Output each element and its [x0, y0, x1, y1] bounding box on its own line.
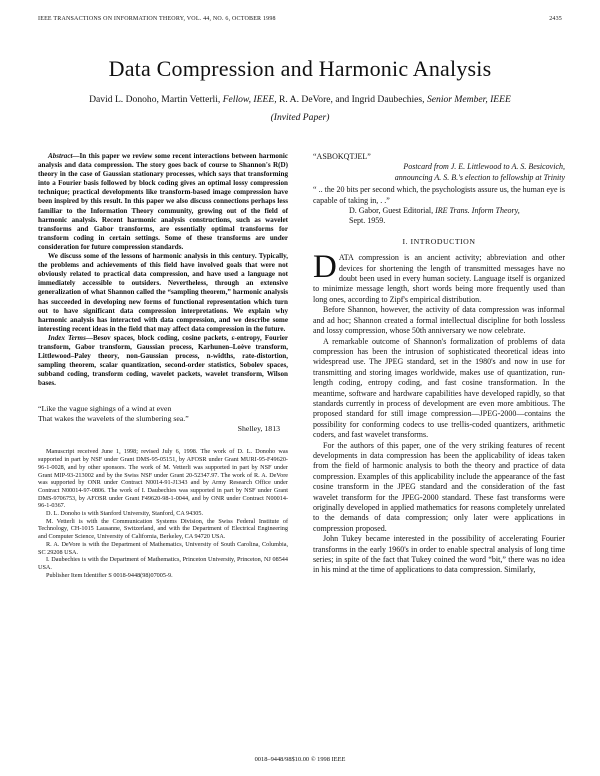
drop-cap: D	[313, 249, 337, 286]
author-names-2: R. A. DeVore, and Ingrid Daubechies,	[279, 94, 425, 105]
footnote-daubechies: I. Daubechies is with the Department of Mathematics, Princeton University, Princeton, NJ 08544 USA.	[38, 556, 288, 571]
index-terms	[38, 334, 288, 389]
page-number: 2435	[549, 16, 562, 22]
intro-paragraph-2: Before Shannon, however, the activity of data compression was informal and ad hoc; Shannon created a formal intellectual discipline for both lossless and lossy compression, whose 50th anniversary we now celebrate.	[313, 305, 565, 336]
gabor-quote: “ .. the 20 bits per second which, the psychologists assure us, the human eye is capable of taking in, . .”	[313, 185, 565, 205]
footnote-vetterli: M. Vetterli is with the Communication Systems Division, the Swiss Federal Institute of Technology, CH-1015 Lausanne, Switzerland, and with the Department of Electrical Engineering and Computer Science, University of California, Berkeley, CA 94720 USA.	[38, 517, 288, 541]
author-role-2: Senior Member, IEEE	[426, 94, 511, 105]
littlewood-quote: “ASBOKQTJEL”	[313, 152, 371, 161]
left-column	[38, 152, 288, 579]
intro-paragraph-1-text: ATA compression is an ancient activity; abbreviation and other devices for shortening the length of transmitted messages have no doubt been used in every human society. Language itself is organized to minimize message length, short words being more frequently used than long ones, according to Zipf's empirical distribution.	[313, 253, 565, 304]
journal-header: IEEE TRANSACTIONS ON INFORMATION THEORY, VOL. 44, NO. 6, OCTOBER 1998	[38, 16, 276, 22]
abstract-label: Abstract—	[48, 152, 80, 160]
copyright-code: 0018–9448/98$10.00 © 1998 IEEE	[254, 756, 346, 763]
epigraph-attribution: Shelley, 1813	[237, 424, 280, 434]
abstract-paragraph-1	[38, 152, 288, 252]
abstract-paragraph-2: We discuss some of the lessons of harmonic analysis in this century. Typically, the problems and achievements of this field have involved goals that were not obviously related to practical data compression, and have used a language not immediately accessible to outsiders. Nevertheless, through an extensive generalization of what Shannon called the “sampling theorem,” harmonic analysis has succeeded in developing new forms of functional representation which turn out to have significant data compression interpretations. We explain why harmonic analysis has interacted with data compression, and we describe some interesting recent ideas in the field that may affect data compression in the future.	[38, 252, 288, 333]
shelley-epigraph	[38, 404, 288, 434]
paper-title: Data Compression and Harmonic Analysis	[108, 56, 492, 81]
manuscript-footnote	[38, 448, 288, 579]
gabor-source-2: Sept. 1959.	[349, 216, 386, 226]
quote-attribution-2: announcing A. S. B.'s election to fellowship at Trinity	[394, 172, 565, 182]
intro-paragraph-1	[313, 249, 565, 305]
intro-paragraph-4: For the authors of this paper, one of the very striking features of recent developments in data compression has been the applicability of ideas taken from the field of harmonic analysis to both the theory and practice of data compression. Examples of this applicability include the appearance of the fast cosine transform in the JPEG standard and the consideration of the fast wavelet transform for the JPEG-2000 standard. These fast transforms were originally developed in applied mathematics for reasons completely unrelated to the demands of data compression; only later were applications in compression proposed.	[313, 440, 565, 533]
right-column	[313, 152, 565, 576]
footnote-funding: Manuscript received June 1, 1998; revised July 6, 1998. The work of D. L. Donoho was supported in part by NSF under Grant DMS-95-05151, by AFOSR under Grant MURI-95-F49620-96-1-0028, and by other sponsors. The work of M. Vetterli was supported in part by NSF under Grant MIP-93-213002 and by the Swiss NSF under Grant 20-52347.97. The work of R. A. DeVore was supported by ONR under Contract N0014-91-J1343 and by Army Research Office under Contract N00014-97-0806. The work of I. Daubechies was supported in part by NSF under Grant DMS-9706753, by AFOSR under Grant F49620-98-1-0044, and by ONR under Contract N00014-96-1-0367.	[38, 448, 288, 510]
gabor-source-journal: IRE Trans. Inform Theory,	[435, 206, 520, 216]
author-names-1: David L. Donoho, Martin Vetterli,	[89, 94, 221, 105]
author-line	[0, 94, 600, 105]
epigraph-line-2: That wakes the wavelets of the slumbering sea.”	[38, 414, 189, 424]
footnote-donoho: D. L. Donoho is with Stanford University, Stanford, CA 94305.	[46, 510, 204, 518]
footnote-devore: R. A. DeVore is with the Department of Mathematics, University of South Carolina, Columbia, SC 29208 USA.	[38, 540, 288, 556]
epigraph-line-1: “Like the vague sighings of a wind at even	[38, 404, 172, 414]
author-role-1: Fellow, IEEE,	[222, 94, 277, 105]
quote-attribution-1: Postcard from J. E. Littlewood to A. S. Besicovich,	[403, 162, 565, 172]
intro-paragraph-5: John Tukey became interested in the possibility of accelerating Fourier transforms in the early 1960's in order to enable spectral analysis of long time series; in spite of the fact that Tukey coined the word “bit,” there was no idea in his mind at the time of applications to data compression. Similarly,	[313, 534, 565, 575]
intro-paragraph-3: A remarkable outcome of Shannon's formalization of problems of data compression has been the intrusion of sophisticated theoretical ideas into widespread use. The JPEG standard, set in the 1980's and now in use for transmitting and storing images worldwide, makes use of quantization, run-length coding, entropy coding, and fast cosine transformation. In the meantime, software and hardware capabilities have developed rapidly, so that standards currently in process of development are even more ambitious. The proposed standard for still image compression—JPEG-2000—contains the possibility for conforming codecs to use trellis-coded quantizers, arithmetic coders, and fast wavelet transforms.	[313, 336, 565, 440]
footnote-publisher-id: Publisher Item Identifier S 0018-9448(98)07005-9.	[46, 571, 173, 579]
invited-paper-note: (Invited Paper)	[270, 112, 330, 123]
index-terms-label: Index Terms—	[48, 333, 93, 342]
running-head	[38, 16, 562, 22]
abstract-text-1: In this paper we review some recent interactions between harmonic analysis and data compression. The story goes back of course to Shannon's R(D) theory in the case of Gaussian stationary processes, which says that transforming into a Fourier basis followed by block coding gives an optimal lossy compression technique; practical developments like transform-based image compression have been inspired by this result. In this paper we also discuss connections perhaps less familiar to the Information Theory community, growing out of the field of harmonic analysis. Recent harmonic analysis constructions, such as wavelet transforms and Gabor transforms, are essentially optimal transforms for transform coding in certain settings. Some of these transforms are under consideration for future compression standards.	[38, 152, 288, 251]
section-heading-introduction: I. INTRODUCTION	[402, 236, 476, 246]
index-terms-text: Besov spaces, block coding, cosine packets, ε-entropy, Fourier transform, Gabor transform, Gaussian process, Karhunen–Loève transform, Littlewood–Paley theory, non-Gaussian process, n-widths, rate-distortion, sampling theorem, scalar quantization, second-order statistics, Sobolev spaces, subband coding, transform coding, wavelet packets, wavelet transform, Wilson bases.	[38, 333, 288, 388]
gabor-source-author: D. Gabor, Guest Editorial,	[349, 206, 434, 216]
gabor-source-1	[313, 206, 565, 216]
